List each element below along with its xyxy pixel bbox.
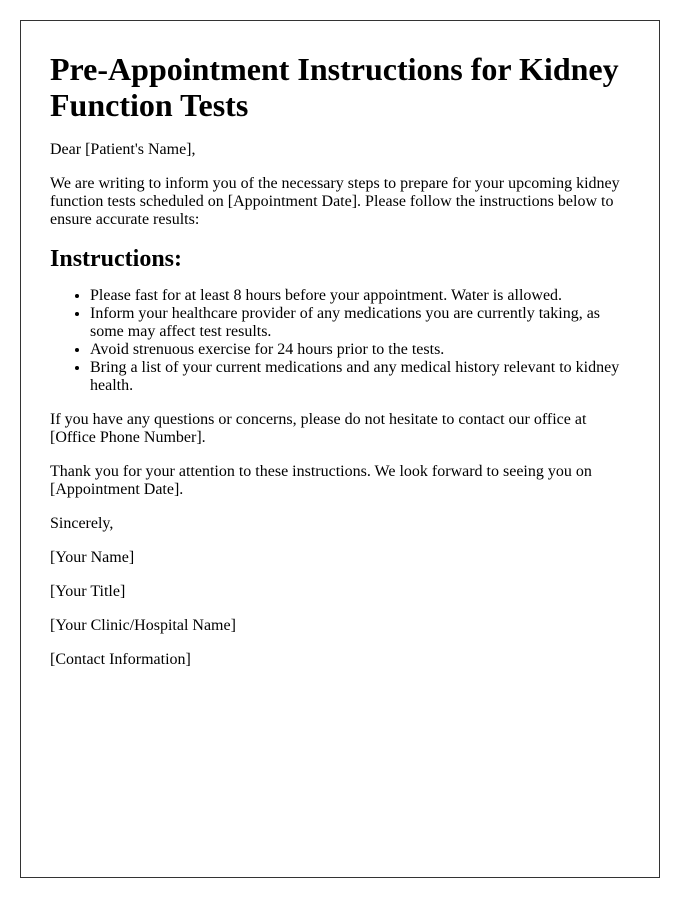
instructions-list [50, 287, 632, 395]
thanks-paragraph: Thank you for your attention to these instructions. We look forward to seeing you on [Appointment Date]. [50, 463, 592, 498]
instruction-item: • Avoid strenuous exercise for 24 hours prior to the tests. [90, 341, 632, 359]
signature-contact: [Contact Information] [50, 651, 191, 668]
instruction-item: • Bring a list of your current medications and any medical history relevant to kidney health. [90, 359, 632, 395]
greeting: Dear [Patient's Name], [50, 141, 196, 158]
intro-paragraph: We are writing to inform you of the necessary steps to prepare for your upcoming kidney function tests scheduled on [Appointment Date]. Please follow the instructions below to ensure accurate results: [50, 175, 620, 228]
signature-name: [Your Name] [50, 549, 135, 566]
contact-paragraph: If you have any questions or concerns, please do not hesitate to contact our office at [Office Phone Number]. [50, 411, 587, 446]
instruction-item: • Please fast for at least 8 hours before your appointment. Water is allowed. [90, 287, 632, 305]
signature-organization: [Your Clinic/Hospital Name] [50, 617, 236, 634]
instruction-item: • Inform your healthcare provider of any medications you are currently taking, as some may affect test results. [90, 305, 632, 341]
instructions-heading: Instructions: [50, 246, 183, 272]
letter-page [20, 20, 660, 878]
letter-content [50, 51, 632, 685]
signature-title: [Your Title] [50, 583, 126, 600]
closing: Sincerely, [50, 515, 114, 532]
letter-title: Pre-Appointment Instructions for Kidney Function Tests [50, 51, 619, 123]
